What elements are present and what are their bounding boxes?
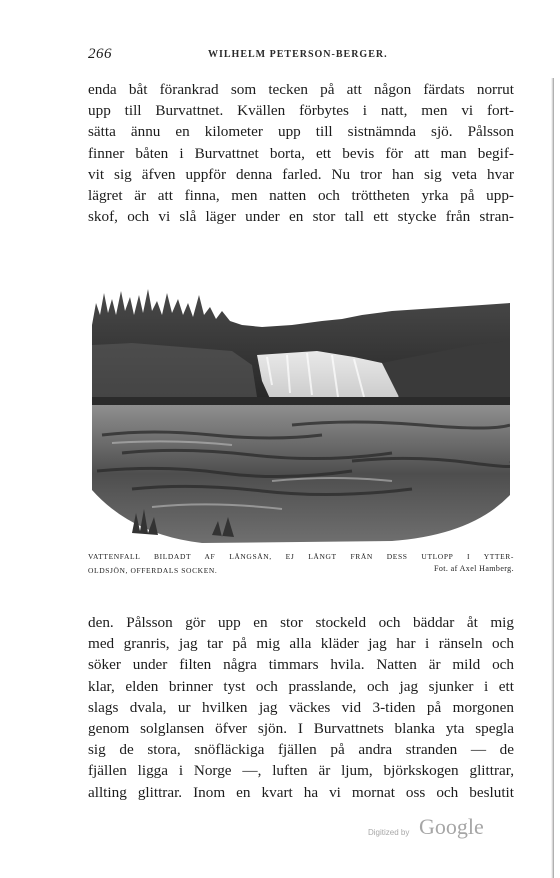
caption-line: OLDSJÖN, OFFERDALS SOCKEN.	[88, 566, 218, 575]
text-line: fjällen ligga i Norge —, luften är ljum, björkskogen glittrar,	[88, 762, 514, 780]
text-line: vit sig äfven uppför denna farled. Nu tror han sig veta hvar	[88, 165, 514, 183]
running-header	[88, 46, 514, 68]
text-line: den. Pålsson gör upp en stor stockeld och bäddar åt mig	[88, 614, 514, 631]
text-line: allting glittrar. Inom en kvart ha vi mornat oss och beslutit	[88, 783, 514, 801]
page-edge-shadow	[551, 78, 554, 878]
text-line: klar, elden brinner tyst och prasslande, och jag sjunker i ett	[88, 677, 514, 695]
text-line: skof, och vi slå läger under en stor tall ett stycke från stran-	[88, 208, 514, 226]
digitized-watermark	[368, 814, 508, 846]
paragraph-1	[88, 79, 514, 227]
waterfall-image	[92, 285, 510, 545]
text-line: lägret är att finna, men natten och tröttheten yrka på upp-	[88, 186, 514, 204]
text-line: finner båten i Burvattnet borta, ett bevis för att man begif-	[88, 144, 514, 162]
photo-credit: Fot. af Axel Hamberg.	[433, 564, 514, 573]
page-number: 266	[88, 46, 112, 62]
text-line: genom solglansen öfver sjön. I Burvattnets blanka yta spegla	[88, 719, 514, 737]
text-line: sätta ännu en kilometer upp till sistnämnda sjö. Pålsson	[88, 123, 514, 141]
figure-caption	[88, 550, 514, 578]
text-line: upp till Burvattnet. Kvällen förbytes i natt, men vi fort-	[88, 102, 514, 120]
text-line: sig de stora, snöfläckiga fjällen på andra stranden — de	[88, 741, 514, 759]
google-logo: Google	[419, 814, 484, 839]
caption-line: VATTENFALL BILDADT AF LÅNGSÅN, EJ LÅNGT FRÅN DESS UTLOPP I YTTER-	[88, 552, 514, 561]
paragraph-2	[88, 612, 514, 803]
text-line: slags dvala, ur hvilken jag väckes vid 3-tiden på morgonen	[88, 698, 514, 716]
text-line: söker under filten några timmars hvila. Natten är mild och	[88, 656, 514, 674]
waterfall-photograph	[92, 285, 510, 545]
text-line: enda båt förankrad som tecken på att någon färdats norrut	[88, 81, 514, 98]
watermark-prefix: Digitized by	[368, 828, 410, 837]
text-line: med granris, jag tar på mig alla kläder jag har i ränseln och	[88, 635, 514, 653]
running-title: WILHELM PETERSON-BERGER.	[208, 49, 388, 60]
